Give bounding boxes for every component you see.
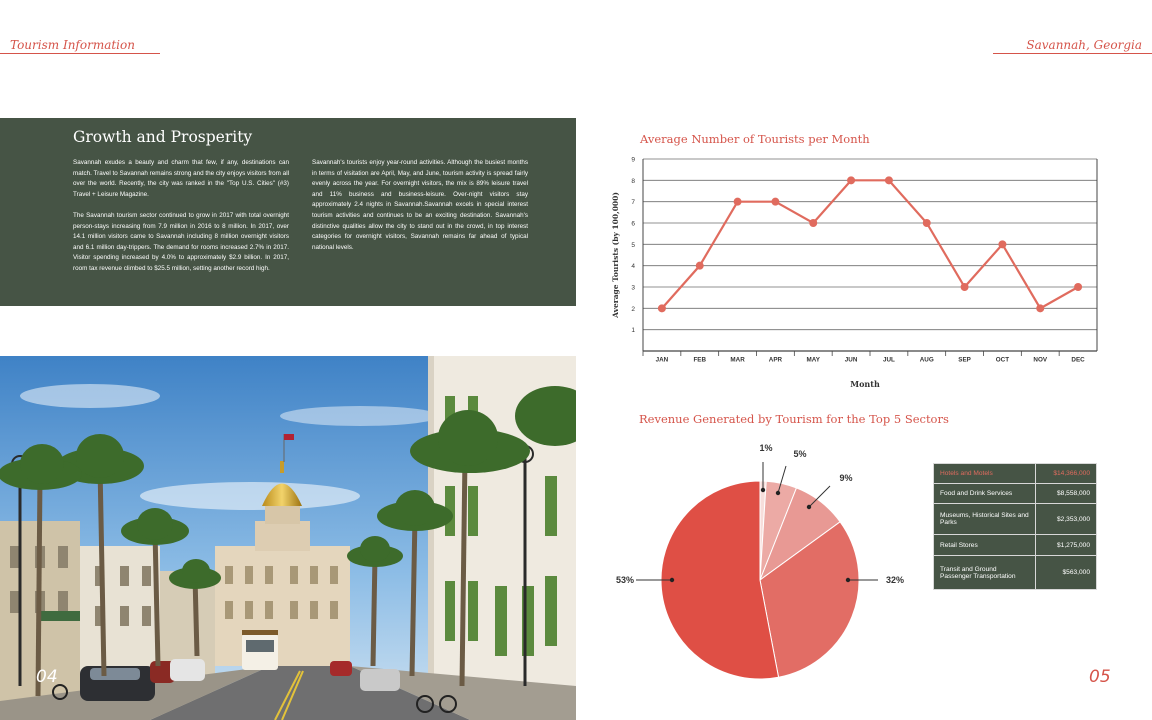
sector-name: Retail Stores xyxy=(934,535,1036,556)
sector-value: $563,000 xyxy=(1036,556,1097,590)
data-point xyxy=(1036,304,1044,312)
line-chart xyxy=(600,150,1110,400)
page-number-left: 04 xyxy=(36,667,58,687)
x-axis-label: Month xyxy=(850,379,880,389)
line-chart-title: Average Number of Tourists per Month xyxy=(640,132,870,146)
y-tick-label: 5 xyxy=(631,241,635,249)
table-row xyxy=(934,556,1097,590)
x-tick-label: MAR xyxy=(730,356,745,364)
pie-slice-label: 9% xyxy=(839,473,853,483)
x-tick-label: SEP xyxy=(958,356,971,364)
pie-chart xyxy=(600,440,920,690)
page-number-right: 05 xyxy=(1089,667,1111,687)
y-axis-label: Average Tourists (by 100,000) xyxy=(611,192,620,318)
growth-paragraph: Savannah exudes a beauty and charm that few, if any, destinations can match. Travel to Savannah remains strong and the city enjoys visitors from all over the world. Recently, the city was ranked in the "Top U.S. Cities" (#3) Travel + Leisure Magazine. xyxy=(73,159,289,198)
sector-name: Hotels and Motels xyxy=(934,464,1036,484)
growth-column-2 xyxy=(312,158,528,264)
data-point xyxy=(696,262,704,270)
header-right-rule xyxy=(993,53,1152,54)
data-point xyxy=(1074,283,1082,291)
growth-title: Growth and Prosperity xyxy=(73,128,253,146)
x-tick-label: DEC xyxy=(1071,356,1085,364)
data-point xyxy=(998,240,1006,248)
x-tick-label: JUN xyxy=(844,356,858,364)
y-tick-label: 7 xyxy=(631,199,635,207)
header-left-rule xyxy=(0,53,160,54)
pie-slice-label: 53% xyxy=(615,575,634,585)
y-tick-label: 4 xyxy=(631,263,635,271)
data-point xyxy=(847,176,855,184)
pie-leader-dot xyxy=(761,488,765,492)
data-point xyxy=(809,219,817,227)
data-point xyxy=(658,304,666,312)
sector-value: $1,275,000 xyxy=(1036,535,1097,556)
data-point xyxy=(734,198,742,206)
data-point xyxy=(885,176,893,184)
sector-value: $14,366,000 xyxy=(1036,464,1097,484)
pie-slice-label: 32% xyxy=(886,575,905,585)
pie-slice-label: 1% xyxy=(759,443,773,453)
sector-name: Museums, Historical Sites and Parks xyxy=(934,504,1036,535)
y-tick-label: 8 xyxy=(631,177,635,185)
data-point xyxy=(923,219,931,227)
table-row xyxy=(934,464,1097,484)
pie-leader-dot xyxy=(670,578,674,582)
y-tick-label: 3 xyxy=(631,284,635,292)
pie-slice-label: 5% xyxy=(793,449,807,459)
pie-leader-dot xyxy=(776,491,780,495)
x-tick-label: JUL xyxy=(882,356,895,364)
sector-name: Food and Drink Services xyxy=(934,484,1036,504)
x-tick-label: FEB xyxy=(693,356,707,364)
y-tick-label: 6 xyxy=(631,220,635,228)
growth-column-1 xyxy=(73,158,289,285)
pie-chart-title: Revenue Generated by Tourism for the Top 5 Sectors xyxy=(639,412,949,426)
data-point xyxy=(771,198,779,206)
x-tick-label: JAN xyxy=(655,356,669,364)
header-left-title: Tourism Information xyxy=(10,38,135,52)
header-right-title: Savannah, Georgia xyxy=(1026,38,1142,52)
revenue-table xyxy=(933,463,1097,590)
pie-leader-dot xyxy=(807,505,811,509)
x-tick-label: NOV xyxy=(1033,356,1048,364)
x-tick-label: MAY xyxy=(806,356,820,364)
table-row xyxy=(934,535,1097,556)
pie-leader-dot xyxy=(846,578,850,582)
sector-value: $8,558,000 xyxy=(1036,484,1097,504)
x-tick-label: APR xyxy=(768,356,783,364)
sector-value: $2,353,000 xyxy=(1036,504,1097,535)
table-row xyxy=(934,504,1097,535)
growth-paragraph: Savannah's tourists enjoy year-round activities. Although the busiest months in terms of visitation are April, May, and June, tourism activity is spread fairly evenly across the year. For overnight visitors, the mix is 89% leisure travel and 11% business and business-leisure. Over-night visitors stay approximately 2.4 nights in Savannah.Savannah excels in special interest tourism activities and continues to be an exciting destination. Savannah's distinctive qualities allow the city to stand out in the crowd, in top interest categories for overnight visitors, Savannah remains far ahead of typical national levels. xyxy=(312,159,528,251)
x-tick-label: OCT xyxy=(995,356,1010,364)
x-tick-label: AUG xyxy=(919,356,934,364)
growth-paragraph: The Savannah tourism sector continued to grow in 2017 with total overnight person-stays increasing from 7.9 million in 2016 to 8 million. In 2017, over 14.1 million visitors came to Savannah including 8 million overnight visitors and 6.1 million day-trippers. The demand for rooms increased 2.7% in 2017. Visitor spending increased by 4.0% to approximately $2.9 billion. In 2017, room tax revenue climbed to $25.5 million, setting another record high. xyxy=(73,211,289,272)
sector-name: Transit and Ground Passenger Transportation xyxy=(934,556,1036,590)
y-tick-label: 9 xyxy=(631,156,635,164)
y-tick-label: 1 xyxy=(631,327,635,335)
data-point xyxy=(961,283,969,291)
table-row xyxy=(934,484,1097,504)
savannah-street-photo xyxy=(0,356,576,720)
y-tick-label: 2 xyxy=(631,305,635,313)
